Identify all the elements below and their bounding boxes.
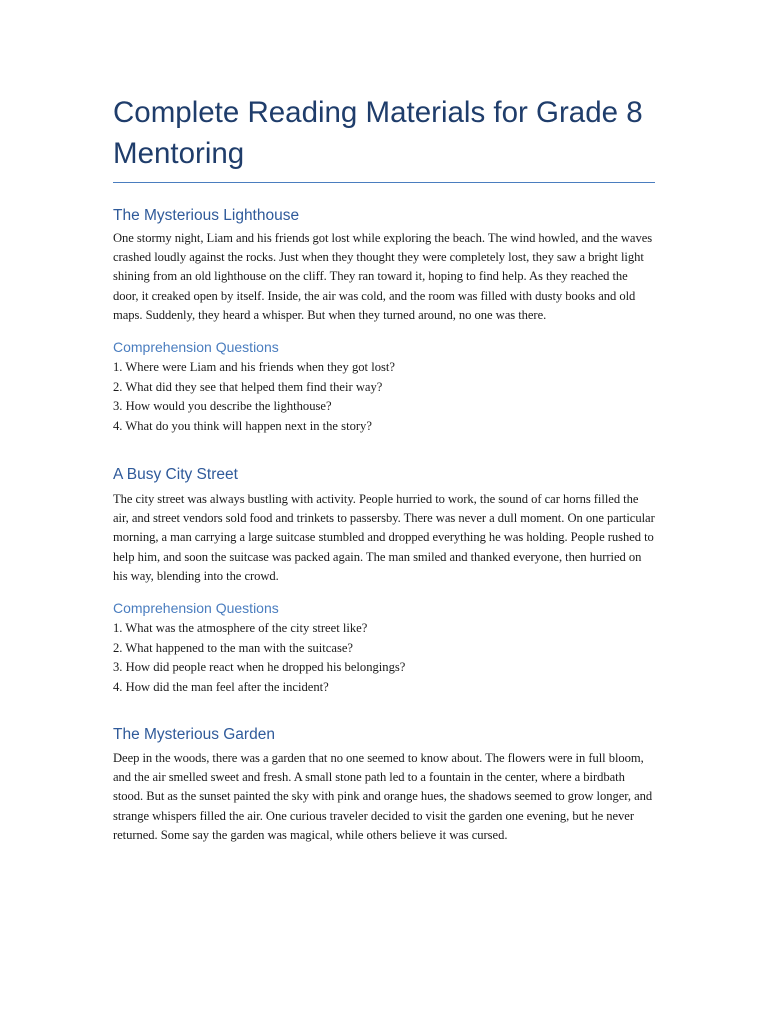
question-item: 1. Where were Liam and his friends when they got lost? [113, 360, 395, 375]
questions-list-city-street [113, 619, 655, 697]
section-title-garden: The Mysterious Garden [113, 726, 275, 744]
question-item: 1. What was the atmosphere of the city street like? [113, 621, 368, 636]
section-title-lighthouse: The Mysterious Lighthouse [113, 207, 300, 224]
questions-list-lighthouse [113, 358, 655, 436]
questions-heading-city-street: Comprehension Questions [113, 600, 279, 617]
question-item: 4. How did the man feel after the incident? [113, 679, 329, 694]
document-page [113, 92, 655, 845]
document-title: Complete Reading Materials for Grade 8 Mentoring [113, 92, 655, 183]
question-item: 2. What happened to the man with the suitcase? [113, 640, 354, 655]
question-item: 4. What do you think will happen next in the story? [113, 418, 372, 433]
questions-heading-lighthouse: Comprehension Questions [113, 339, 279, 356]
story-paragraph-city-street: The city street was always bustling with activity. People hurried to work, the sound of car horns filled the air, and street vendors sold food and trinkets to passersby. There was never a dull moment. On one particular morning, a man carrying a large suitcase stumbled and dropped everything he was holding. People rushed to help him, and soon the suitcase was packed again. The man smiled and thanked everyone, then hurried on his way, blending into the crowd. [113, 492, 655, 583]
story-paragraph-garden: Deep in the woods, there was a garden that no one seemed to know about. The flowers were in full bloom, and the air smelled sweet and fresh. A small stone path led to a fountain in the center, where a birdbath stood. But as the sunset painted the sky with pink and orange hues, the shadows seemed to grow longer, and strange whispers filled the air. One curious traveler decided to visit the garden one evening, but he never returned. Some say the garden was magical, while others believe it was cursed. [113, 751, 653, 842]
question-item: 2. What did they see that helped them find their way? [113, 379, 383, 394]
question-item: 3. How did people react when he dropped his belongings? [113, 660, 406, 675]
section-title-city-street: A Busy City Street [113, 466, 238, 484]
story-paragraph-lighthouse: One stormy night, Liam and his friends got lost while exploring the beach. The wind howled, and the waves crashed loudly against the rocks. Just when they thought they were completely lost, they saw a bright light shining from an old lighthouse on the cliff. They ran toward it, hoping to find help. As they reached the door, it creaked open by itself. Inside, the air was cold, and the room was filled with dusty books and old maps. Suddenly, they heard a whisper. But when they turned around, no one was there. [113, 231, 653, 322]
question-item: 3. How would you describe the lighthouse? [113, 399, 332, 414]
